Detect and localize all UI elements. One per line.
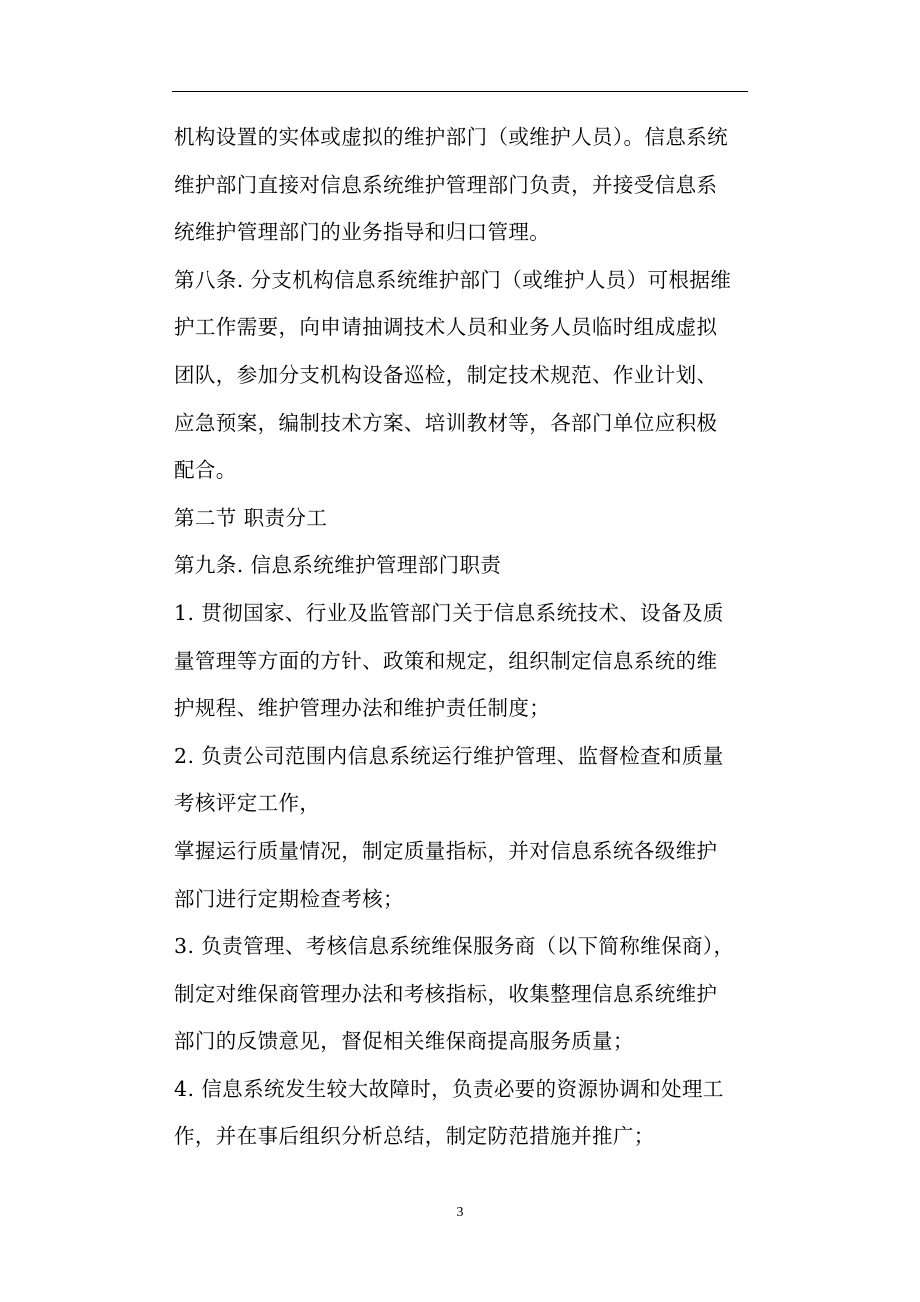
text-line: 部门进行定期检查考核； xyxy=(174,886,404,911)
document-body xyxy=(174,114,764,1161)
text-line: 应急预案，编制技术方案、培训教材等，各部门单位应积极 xyxy=(174,410,718,435)
page-number: 3 xyxy=(456,1205,464,1220)
article-8-heading: 第八条. 分支机构信息系统维护部门（或维护人员）可根据维 xyxy=(174,267,732,292)
text-line: 部门的反馈意见，督促相关维保商提高服务质量； xyxy=(174,1029,634,1054)
text-line: 考核评定工作， xyxy=(174,791,321,816)
text-line: 维护部门直接对信息系统维护管理部门负责，并接受信息系 xyxy=(174,172,718,197)
list-item-4: 4. 信息系统发生较大故障时，负责必要的资源协调和处理工 xyxy=(174,1076,724,1101)
text-line: 配合。 xyxy=(174,458,237,483)
text-line: 作，并在事后组织分析总结，制定防范措施并推广； xyxy=(174,1124,655,1149)
list-item-3: 3. 负责管理、考核信息系统维保服务商（以下简称维保商）， xyxy=(174,934,735,959)
text-line: 机构设置的实体或虚拟的维护部门（或维护人员）。信息系统 xyxy=(174,125,729,149)
list-item-1: 1. 贯彻国家、行业及监管部门关于信息系统技术、设备及质 xyxy=(174,600,724,625)
article-9-heading: 第九条. 信息系统维护管理部门职责 xyxy=(174,553,502,578)
text-line: 护工作需要，向申请抽调技术人员和业务人员临时组成虚拟 xyxy=(174,315,718,340)
text-line: 护规程、维护管理办法和维护责任制度； xyxy=(174,696,551,721)
text-line: 统维护管理部门的业务指导和归口管理。 xyxy=(174,220,551,245)
text-line: 团队，参加分支机构设备巡检，制定技术规范、作业计划、 xyxy=(174,362,718,387)
text-line: 制定对维保商管理办法和考核指标，收集整理信息系统维护 xyxy=(174,981,718,1006)
list-item-2: 2. 负责公司范围内信息系统运行维护管理、监督检查和质量 xyxy=(174,743,724,768)
header-rule xyxy=(172,91,748,92)
section-2-heading: 第二节 职责分工 xyxy=(174,505,328,530)
text-line: 掌握运行质量情况，制定质量指标，并对信息系统各级维护 xyxy=(174,838,718,863)
text-line: 量管理等方面的方针、政策和规定，组织制定信息系统的维 xyxy=(174,648,718,673)
